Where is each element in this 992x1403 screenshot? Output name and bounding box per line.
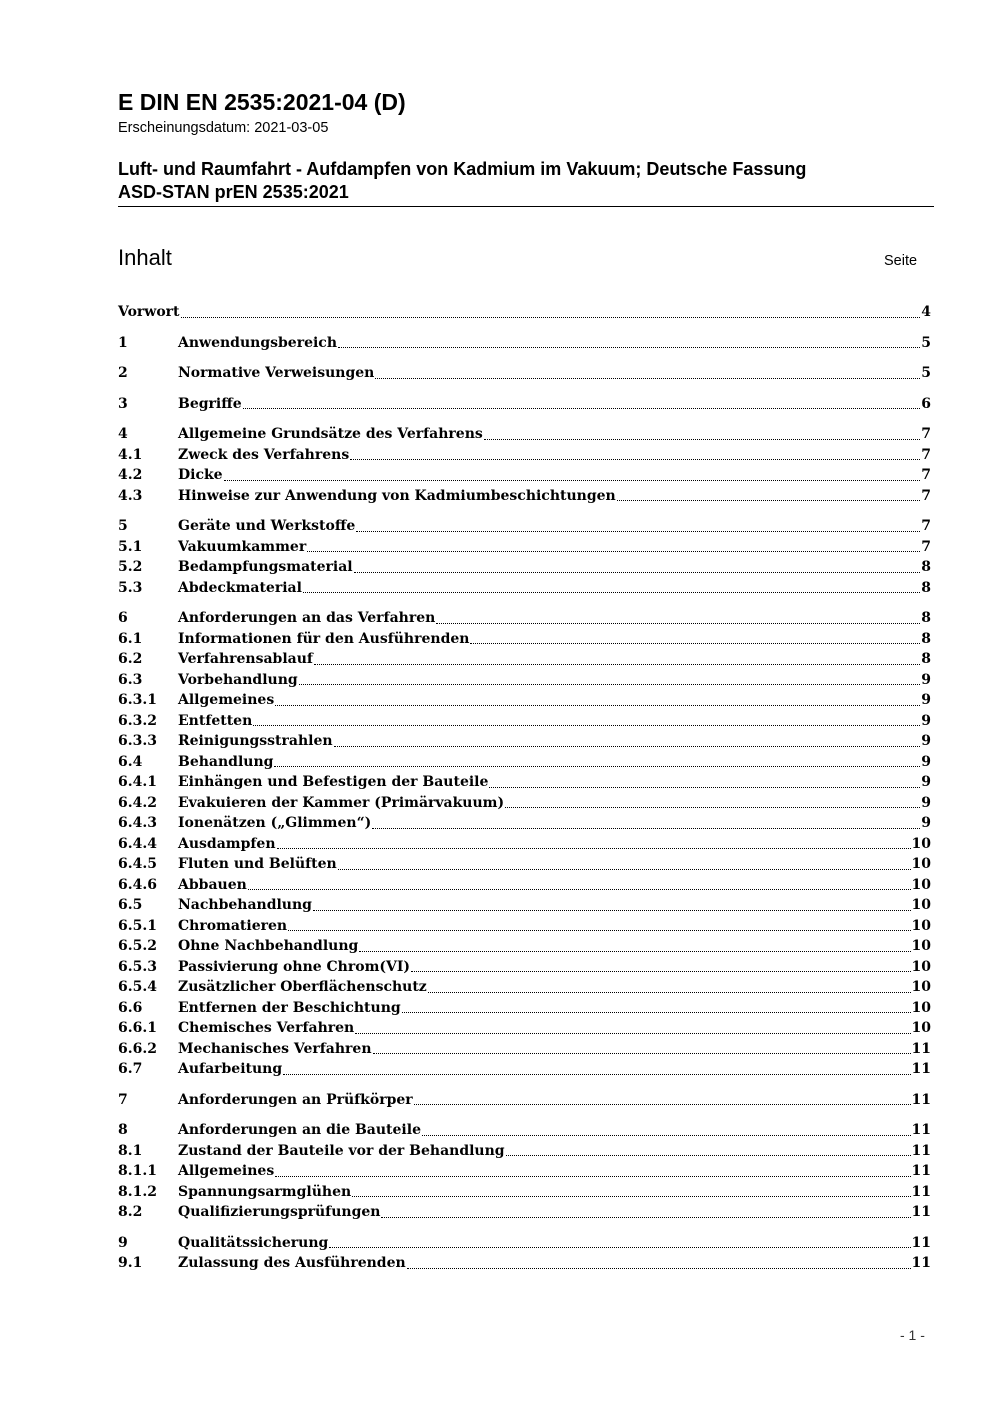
- toc-entry-number: 6.5.4: [118, 979, 157, 995]
- toc-entry[interactable]: [118, 854, 931, 875]
- toc-entry-title: Hinweise zur Anwendung von Kadmiumbeschichtungen: [178, 487, 616, 504]
- toc-entry-title: Ausdampfen: [178, 835, 276, 852]
- toc-entry-page: 11: [911, 1091, 931, 1108]
- toc-entry-page: 7: [921, 426, 931, 442]
- toc-entry-page: 11: [911, 1142, 931, 1159]
- toc-entry-number: 4.3: [118, 487, 143, 504]
- toc-entry-page: 9: [921, 671, 931, 688]
- toc-entry-number: 6.3.2: [118, 712, 157, 729]
- toc-entry-page: 10: [911, 835, 931, 852]
- toc-entry-title: Zusätzlicher Oberflächenschutz: [178, 979, 427, 995]
- toc-entry[interactable]: [118, 1059, 931, 1080]
- toc-entry-page: 11: [911, 1061, 931, 1077]
- toc-dot-leader: [277, 848, 911, 849]
- toc-dot-leader: [352, 1196, 910, 1197]
- toc-entry-page: 8: [921, 559, 931, 575]
- toc-entry-title: Vakuumkammer: [178, 538, 307, 555]
- toc-dot-leader: [299, 684, 921, 685]
- toc-entry-number: 6.4.5: [118, 856, 157, 872]
- toc-entry[interactable]: [118, 711, 931, 732]
- toc-entry-title: Geräte und Werkstoffe: [178, 518, 356, 534]
- toc-entry-page: 11: [911, 1040, 931, 1057]
- toc-entry-number: 4.1: [118, 446, 143, 463]
- toc-dot-leader: [275, 1176, 910, 1177]
- toc-entry-page: 9: [921, 692, 931, 708]
- toc-dot-leader: [243, 408, 921, 409]
- toc-entry-title: Reinigungsstrahlen: [178, 733, 333, 749]
- toc-entry[interactable]: [118, 834, 931, 855]
- toc-entry[interactable]: [118, 752, 931, 773]
- toc-entry-title: Ohne Nachbehandlung: [178, 938, 359, 954]
- toc-entry-page: 10: [911, 958, 931, 975]
- toc-entry[interactable]: [118, 875, 931, 896]
- toc-entry-title: Aufarbeitung: [178, 1061, 283, 1077]
- toc-entry-number: 6.6.2: [118, 1040, 157, 1057]
- toc-entry-page: 8: [921, 630, 931, 647]
- toc-entry[interactable]: [118, 537, 931, 558]
- toc-entry-number: 6.4.6: [118, 876, 157, 893]
- toc-entry-page: 10: [911, 1020, 931, 1036]
- toc-entry-number: 6.5: [118, 897, 143, 913]
- toc-entry-title: Dicke: [178, 467, 223, 483]
- toc-entry[interactable]: [118, 394, 931, 415]
- toc-entry-title: Chromatieren: [178, 917, 288, 934]
- toc-dot-leader: [248, 889, 911, 890]
- toc-dot-leader: [288, 930, 910, 931]
- page-number: - 1 -: [900, 1327, 925, 1343]
- toc-entry[interactable]: [118, 731, 931, 752]
- toc-entry-number: 6.4: [118, 753, 143, 770]
- toc-entry-title: Mechanisches Verfahren: [178, 1040, 372, 1057]
- toc-entry[interactable]: [118, 1233, 931, 1254]
- toc-entry-number: 9.1: [118, 1255, 143, 1271]
- header-divider: [118, 206, 934, 207]
- toc-entry[interactable]: [118, 578, 931, 599]
- toc-dot-leader: [314, 664, 920, 665]
- toc-heading: Inhalt: [118, 245, 172, 270]
- toc-entry-page: 11: [911, 1255, 931, 1271]
- toc-entry[interactable]: [118, 649, 931, 670]
- toc-entry-page: 9: [921, 794, 931, 811]
- toc-dot-leader: [359, 951, 910, 952]
- toc-dot-leader: [303, 592, 920, 593]
- toc-entry-page: 5: [921, 365, 931, 381]
- document-title: E DIN EN 2535:2021-04 (D): [118, 89, 406, 115]
- toc-entry-title: Qualifizierungsprüfungen: [178, 1204, 381, 1220]
- toc-entry[interactable]: [118, 793, 931, 814]
- toc-entry-title: Begriffe: [178, 395, 242, 412]
- toc-entry[interactable]: [118, 302, 931, 323]
- toc-entry[interactable]: [118, 424, 931, 445]
- toc-entry-title: Fluten und Belüften: [178, 856, 337, 872]
- toc-entry[interactable]: [118, 1182, 931, 1203]
- toc-dot-leader: [373, 1053, 911, 1054]
- toc-entry[interactable]: [118, 772, 931, 793]
- toc-entry-page: 8: [921, 651, 931, 667]
- toc-entry[interactable]: [118, 1141, 931, 1162]
- toc-entry-number: 5.1: [118, 538, 143, 555]
- toc-entry[interactable]: [118, 465, 931, 486]
- toc-entry-page: 7: [921, 538, 931, 555]
- toc-entry[interactable]: [118, 1120, 931, 1141]
- toc-dot-leader: [338, 869, 911, 870]
- toc-entry-title: Abdeckmaterial: [178, 579, 302, 596]
- toc-entry-title: Vorbehandlung: [178, 671, 298, 688]
- toc-entry[interactable]: [118, 333, 931, 354]
- toc-entry-title: Spannungsarmglühen: [178, 1183, 352, 1200]
- toc-dot-leader: [283, 1074, 910, 1075]
- toc-entry-number: 6.7: [118, 1061, 143, 1077]
- toc-entry[interactable]: [118, 486, 931, 507]
- toc-entry[interactable]: [118, 1090, 931, 1111]
- toc-entry-number: 6.5.1: [118, 917, 157, 934]
- publication-date: Erscheinungsdatum: 2021-03-05: [118, 120, 329, 136]
- toc-entry-page: 10: [911, 897, 931, 913]
- toc-entry-title: Chemisches Verfahren: [178, 1020, 355, 1036]
- toc-entry-title: Evakuieren der Kammer (Primärvakuum): [178, 794, 505, 811]
- toc-entry-number: 5: [118, 518, 128, 534]
- toc-entry-title: Einhängen und Befestigen der Bauteile: [178, 774, 489, 790]
- toc-entry-number: 6.4.3: [118, 815, 157, 831]
- toc-entry[interactable]: [118, 916, 931, 937]
- toc-entry-title: Entfernen der Beschichtung: [178, 999, 401, 1016]
- toc-entry-page: 10: [911, 979, 931, 995]
- document-subtitle-line-2: ASD-STAN prEN 2535:2021: [118, 182, 349, 202]
- toc-entry[interactable]: [118, 629, 931, 650]
- toc-entry-number: Vorwort: [118, 304, 180, 320]
- toc-entry-title: Allgemeines: [178, 1163, 275, 1179]
- toc-entry-number: 8.1.2: [118, 1183, 157, 1200]
- toc-entry-title: Zweck des Verfahrens: [178, 446, 350, 463]
- toc-entry-number: 8.1.1: [118, 1163, 157, 1179]
- toc-entry-page: 9: [921, 774, 931, 790]
- toc-entry-title: Allgemeine Grundsätze des Verfahrens: [178, 426, 483, 442]
- toc-entry[interactable]: [118, 1202, 931, 1223]
- toc-dot-leader: [350, 459, 920, 460]
- toc-dot-leader: [355, 1033, 910, 1034]
- toc-dot-leader: [407, 1268, 911, 1269]
- toc-entry-page: 11: [911, 1183, 931, 1200]
- toc-dot-leader: [372, 828, 920, 829]
- toc-entry-page: 11: [911, 1122, 931, 1138]
- toc-dot-leader: [334, 746, 921, 747]
- toc-entry-page: 7: [921, 518, 931, 534]
- toc-dot-leader: [506, 1155, 911, 1156]
- toc-entry-number: 9: [118, 1234, 128, 1251]
- toc-entry-number: 5.3: [118, 579, 143, 596]
- toc-entry-number: 6.3.1: [118, 692, 157, 708]
- toc-entry-page: 10: [911, 938, 931, 954]
- toc-dot-leader: [428, 992, 911, 993]
- toc-entry[interactable]: [118, 1039, 931, 1060]
- table-of-contents: [118, 302, 931, 1274]
- toc-dot-leader: [224, 480, 921, 481]
- toc-entry-page: 8: [921, 579, 931, 596]
- toc-entry-page: 7: [921, 487, 931, 504]
- toc-entry-page: 9: [921, 753, 931, 770]
- toc-entry-title: Passivierung ohne Chrom(VI): [178, 958, 411, 975]
- toc-entry-page: 8: [921, 610, 931, 626]
- toc-entry-title: Zustand der Bauteile vor der Behandlung: [178, 1142, 505, 1159]
- toc-entry[interactable]: [118, 977, 931, 998]
- toc-entry-title: Zulassung des Ausführenden: [178, 1255, 406, 1271]
- toc-entry-number: 6.3.3: [118, 733, 157, 749]
- toc-dot-leader: [381, 1217, 910, 1218]
- toc-entry-number: 1: [118, 334, 128, 351]
- toc-dot-leader: [489, 787, 920, 788]
- toc-dot-leader: [181, 317, 921, 318]
- toc-entry[interactable]: [118, 895, 931, 916]
- toc-dot-leader: [329, 1247, 910, 1248]
- toc-entry-number: 8: [118, 1122, 128, 1138]
- toc-entry-number: 6.4.4: [118, 835, 157, 852]
- toc-dot-leader: [307, 551, 920, 552]
- toc-entry-page: 7: [921, 467, 931, 483]
- toc-entry-page: 9: [921, 712, 931, 729]
- toc-entry[interactable]: [118, 813, 931, 834]
- toc-entry-number: 2: [118, 365, 128, 381]
- toc-entry[interactable]: [118, 957, 931, 978]
- toc-entry-number: 8.1: [118, 1142, 143, 1159]
- toc-entry[interactable]: [118, 445, 931, 466]
- toc-entry[interactable]: [118, 1253, 931, 1274]
- toc-dot-leader: [313, 910, 911, 911]
- toc-entry-number: 7: [118, 1091, 128, 1108]
- toc-entry-page: 5: [921, 334, 931, 351]
- toc-entry-number: 6.5.2: [118, 938, 157, 954]
- toc-entry-title: Ionenätzen („Glimmen“): [178, 815, 372, 831]
- toc-entry-number: 8.2: [118, 1204, 143, 1220]
- toc-entry-number: 6.2: [118, 651, 143, 667]
- toc-entry-number: 6.5.3: [118, 958, 157, 975]
- toc-entry-title: Behandlung: [178, 753, 274, 770]
- toc-entry-title: Entfetten: [178, 712, 253, 729]
- toc-dot-leader: [436, 623, 920, 624]
- toc-dot-leader: [414, 1104, 911, 1105]
- toc-entry[interactable]: [118, 998, 931, 1019]
- toc-dot-leader: [275, 705, 920, 706]
- toc-entry[interactable]: [118, 1018, 931, 1039]
- toc-entry-number: 6.6: [118, 999, 143, 1016]
- toc-dot-leader: [484, 439, 920, 440]
- toc-dot-leader: [338, 347, 920, 348]
- toc-entry-number: 5.2: [118, 559, 143, 575]
- toc-dot-leader: [402, 1012, 911, 1013]
- toc-entry-title: Anforderungen an das Verfahren: [178, 610, 436, 626]
- toc-entry-page: 10: [911, 856, 931, 872]
- toc-dot-leader: [274, 766, 920, 767]
- toc-entry-title: Anwendungsbereich: [178, 334, 337, 351]
- toc-entry-title: Abbauen: [178, 876, 247, 893]
- toc-entry-number: 6.4.1: [118, 774, 157, 790]
- toc-entry-page: 9: [921, 815, 931, 831]
- toc-dot-leader: [411, 971, 910, 972]
- toc-dot-leader: [356, 531, 920, 532]
- toc-entry-page: 4: [921, 304, 931, 320]
- toc-entry[interactable]: [118, 670, 931, 691]
- toc-entry-number: 6.6.1: [118, 1020, 157, 1036]
- toc-entry-page: 11: [911, 1204, 931, 1220]
- toc-entry-number: 6: [118, 610, 128, 626]
- toc-entry-title: Informationen für den Ausführenden: [178, 630, 470, 647]
- toc-entry-number: 6.4.2: [118, 794, 157, 811]
- toc-entry-page: 11: [911, 1163, 931, 1179]
- toc-entry-number: 4.2: [118, 467, 143, 483]
- toc-entry-page: 10: [911, 876, 931, 893]
- toc-dot-leader: [375, 378, 920, 379]
- toc-entry-title: Verfahrensablauf: [178, 651, 313, 667]
- toc-entry-number: 4: [118, 426, 128, 442]
- toc-entry[interactable]: [118, 557, 931, 578]
- toc-entry[interactable]: [118, 363, 931, 384]
- toc-entry-number: 6.3: [118, 671, 143, 688]
- document-subtitle-line-1: Luft- und Raumfahrt - Aufdampfen von Kadmium im Vakuum; Deutsche Fassung: [118, 159, 807, 179]
- toc-entry-page: 11: [911, 1234, 931, 1251]
- toc-entry-number: 6.1: [118, 630, 143, 647]
- toc-entry[interactable]: [118, 1161, 931, 1182]
- toc-entry[interactable]: [118, 690, 931, 711]
- toc-entry[interactable]: [118, 516, 931, 537]
- toc-dot-leader: [505, 807, 920, 808]
- toc-dot-leader: [617, 500, 921, 501]
- toc-entry-title: Bedampfungsmaterial: [178, 559, 353, 575]
- toc-entry-title: Anforderungen an Prüfkörper: [178, 1091, 413, 1108]
- toc-entry-page: 10: [911, 999, 931, 1016]
- toc-dot-leader: [253, 725, 920, 726]
- toc-dot-leader: [470, 643, 920, 644]
- toc-page-column-label: Seite: [884, 253, 918, 269]
- toc-entry-title: Allgemeines: [178, 692, 275, 708]
- toc-entry-number: 3: [118, 395, 128, 412]
- toc-entry-title: Nachbehandlung: [178, 897, 312, 913]
- toc-entry[interactable]: [118, 608, 931, 629]
- toc-entry-page: 6: [921, 395, 931, 412]
- toc-entry-title: Normative Verweisungen: [178, 365, 375, 381]
- toc-entry-title: Qualitätssicherung: [178, 1234, 329, 1251]
- toc-entry-title: Anforderungen an die Bauteile: [178, 1122, 421, 1138]
- toc-entry[interactable]: [118, 936, 931, 957]
- toc-dot-leader: [422, 1135, 911, 1136]
- toc-dot-leader: [354, 572, 921, 573]
- toc-entry-page: 7: [921, 446, 931, 463]
- toc-entry-page: 9: [921, 733, 931, 749]
- toc-entry-page: 10: [911, 917, 931, 934]
